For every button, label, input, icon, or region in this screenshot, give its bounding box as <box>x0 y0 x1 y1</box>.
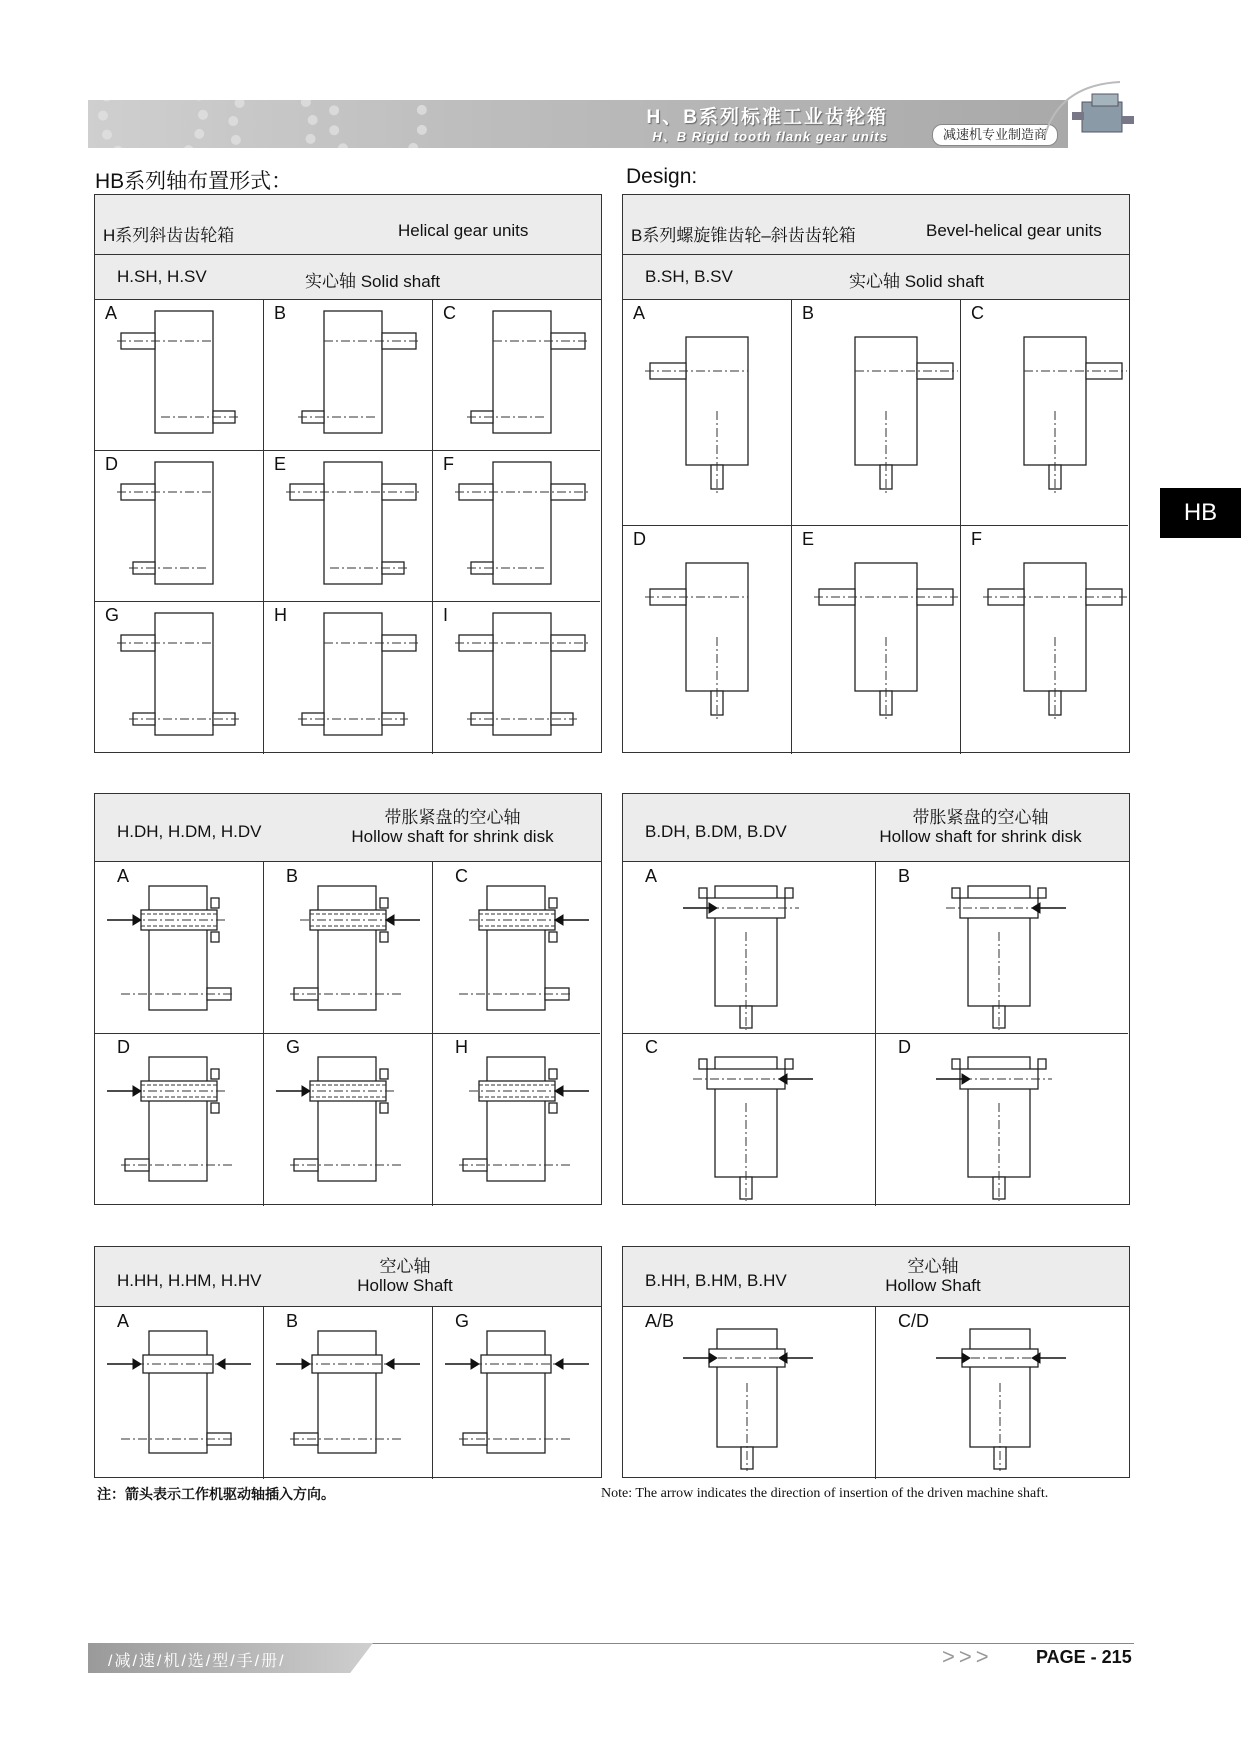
arrow-left-icon <box>779 1074 813 1084</box>
layout-label: C/D <box>898 1311 929 1331</box>
diagram-h-shrink <box>264 862 432 1032</box>
note-en: Note: The arrow indicates the direction of insertion of the driven machine shaft. <box>601 1486 1049 1501</box>
diagram-b-shrink <box>876 862 1128 1032</box>
diagram-h-solid <box>433 450 601 600</box>
arrow-right-icon <box>276 1086 310 1096</box>
section-title-layout: HB系列轴布置形式： <box>95 170 293 193</box>
layout-label: B <box>802 303 815 323</box>
diagram-h-solid <box>264 299 432 449</box>
arrow-right-icon <box>107 915 141 925</box>
arrow-right-icon <box>276 1359 310 1369</box>
diagram-h-shrink <box>95 862 263 1032</box>
table-header <box>623 1247 1129 1307</box>
table-header <box>623 794 1129 862</box>
shaft-type: 实心轴 Solid shaft <box>305 272 441 291</box>
diagram-b-solid <box>961 525 1129 749</box>
footer-book-title: /减/速/机/选/型/手/册/ <box>108 1653 286 1670</box>
diagram-h-hollow <box>264 1307 432 1477</box>
codes: B.DH, B.DM, B.DV <box>645 822 787 841</box>
gear-icon <box>98 100 208 148</box>
arrow-left-icon <box>555 1086 589 1096</box>
diagram-h-shrink <box>433 1033 601 1203</box>
layout-label: B <box>286 866 299 886</box>
diagram-b-hollow <box>876 1307 1128 1477</box>
layout-label: A <box>633 303 646 323</box>
arrow-right-icon <box>683 1353 717 1363</box>
header-subtitle: H、B Rigid tooth flank gear units <box>652 129 888 144</box>
layout-label: D <box>633 529 646 549</box>
table-header <box>623 195 1129 255</box>
layout-label: D <box>105 454 118 474</box>
shaft-type-en: Hollow Shaft <box>885 1276 981 1295</box>
arrow-left-icon <box>555 915 589 925</box>
diagram-b-solid <box>792 299 960 523</box>
codes: H.DH, H.DM, H.DV <box>117 822 262 841</box>
layout-label: E <box>802 529 815 549</box>
arrow-right-icon <box>107 1359 141 1369</box>
diagram-h-solid <box>433 601 601 751</box>
diagram-b-hollow <box>623 1307 875 1477</box>
header-cn: H系列斜齿齿轮箱 <box>103 226 235 245</box>
note-cn: 注：箭头表示工作机驱动轴插入方向。 <box>97 1486 335 1502</box>
table-subheader <box>623 255 1129 300</box>
diagram-b-shrink <box>623 1033 875 1203</box>
diagram-h-solid <box>95 450 263 600</box>
shaft-type: 实心轴 Solid shaft <box>849 272 985 291</box>
arrow-left-icon <box>779 1353 813 1363</box>
table-header <box>95 1247 601 1307</box>
codes: H.SH, H.SV <box>117 267 207 286</box>
shaft-type <box>345 808 560 846</box>
diagram-b-shrink <box>876 1033 1128 1203</box>
arrow-right-icon <box>445 1359 479 1369</box>
shaft-type-cn: 空心轴 <box>907 1257 959 1276</box>
layout-label: A <box>117 866 130 886</box>
layout-label: B <box>898 866 911 886</box>
shaft-type-en: Hollow shaft for shrink disk <box>879 827 1082 846</box>
layout-label: G <box>105 605 120 625</box>
shaft-type <box>315 1257 495 1295</box>
diagram-h-hollow <box>95 1307 263 1477</box>
diagram-h-solid <box>264 450 432 600</box>
shaft-type-cn: 带胀紧盘的空心轴 <box>384 808 521 827</box>
layout-label: G <box>286 1037 301 1057</box>
arrow-right-icon <box>107 1086 141 1096</box>
diagram-h-hollow <box>433 1307 601 1477</box>
arrow-left-icon <box>1032 903 1066 913</box>
arrow-right-icon <box>936 1353 970 1363</box>
diagram-b-shrink <box>623 862 875 1032</box>
layout-label: B <box>286 1311 299 1331</box>
codes: B.HH, B.HM, B.HV <box>645 1271 787 1290</box>
header-title: H、B系列标准工业齿轮箱 <box>646 107 888 128</box>
header-en: Helical gear units <box>398 221 529 240</box>
shaft-type <box>843 1257 1023 1295</box>
layout-label: A <box>105 303 118 323</box>
arrow-left-icon <box>386 1359 420 1369</box>
layout-label: F <box>443 454 454 474</box>
layout-label: C <box>645 1037 658 1057</box>
layout-label: I <box>443 605 449 625</box>
header-cn: B系列螺旋锥齿轮–斜齿齿轮箱 <box>631 226 856 245</box>
diagram-h-shrink <box>433 862 601 1032</box>
shaft-type-en: Hollow Shaft <box>357 1276 453 1295</box>
layout-label: D <box>898 1037 911 1057</box>
layout-label: G <box>455 1311 470 1331</box>
arrow-left-icon <box>1032 1353 1066 1363</box>
gearbox-icon <box>1040 80 1140 142</box>
layout-label: E <box>274 454 287 474</box>
layout-label: H <box>274 605 287 625</box>
layout-label: A <box>645 866 658 886</box>
diagram-h-solid <box>95 601 263 751</box>
diagram-b-solid <box>623 299 791 523</box>
layout-label: D <box>117 1037 130 1057</box>
page-number: PAGE - 215 <box>1036 1647 1132 1667</box>
layout-label: C <box>971 303 984 323</box>
header-banner <box>88 100 1068 148</box>
arrow-left-icon <box>217 1359 251 1369</box>
diagram-h-solid <box>95 299 263 449</box>
layout-label: B <box>274 303 287 323</box>
footer-arrows: >>> <box>942 1644 993 1669</box>
gear-icon <box>328 100 428 148</box>
layout-label: C <box>455 866 468 886</box>
arrow-left-icon <box>386 915 420 925</box>
layout-label: C <box>443 303 456 323</box>
arrow-left-icon <box>555 1359 589 1369</box>
header-en: Bevel-helical gear units <box>926 221 1102 240</box>
layout-label: H <box>455 1037 468 1057</box>
table-header <box>95 195 601 255</box>
maker-badge: 减速机专业制造商 <box>932 124 1058 146</box>
diagram-b-solid <box>961 299 1129 523</box>
layout-label: A <box>117 1311 130 1331</box>
layout-label: F <box>971 529 982 549</box>
diagram-b-solid <box>623 525 791 749</box>
arrow-right-icon <box>936 1074 970 1084</box>
table-subheader <box>95 255 601 300</box>
section-title-design: Design: <box>626 165 698 188</box>
arrow-right-icon <box>683 903 717 913</box>
diagram-h-solid <box>264 601 432 751</box>
layout-label: A/B <box>645 1311 675 1331</box>
diagram-h-shrink <box>264 1033 432 1203</box>
shaft-type-cn: 带胀紧盘的空心轴 <box>912 808 1049 827</box>
gear-icon <box>228 100 318 148</box>
shaft-type <box>873 808 1088 846</box>
shaft-type-en: Hollow shaft for shrink disk <box>351 827 554 846</box>
codes: B.SH, B.SV <box>645 267 733 286</box>
shaft-type-cn: 空心轴 <box>379 1257 431 1276</box>
diagram-h-solid <box>433 299 601 449</box>
table-header <box>95 794 601 862</box>
codes: H.HH, H.HM, H.HV <box>117 1271 262 1290</box>
diagram-h-shrink <box>95 1033 263 1203</box>
side-tab: HB <box>1160 488 1241 538</box>
diagram-b-solid <box>792 525 960 749</box>
